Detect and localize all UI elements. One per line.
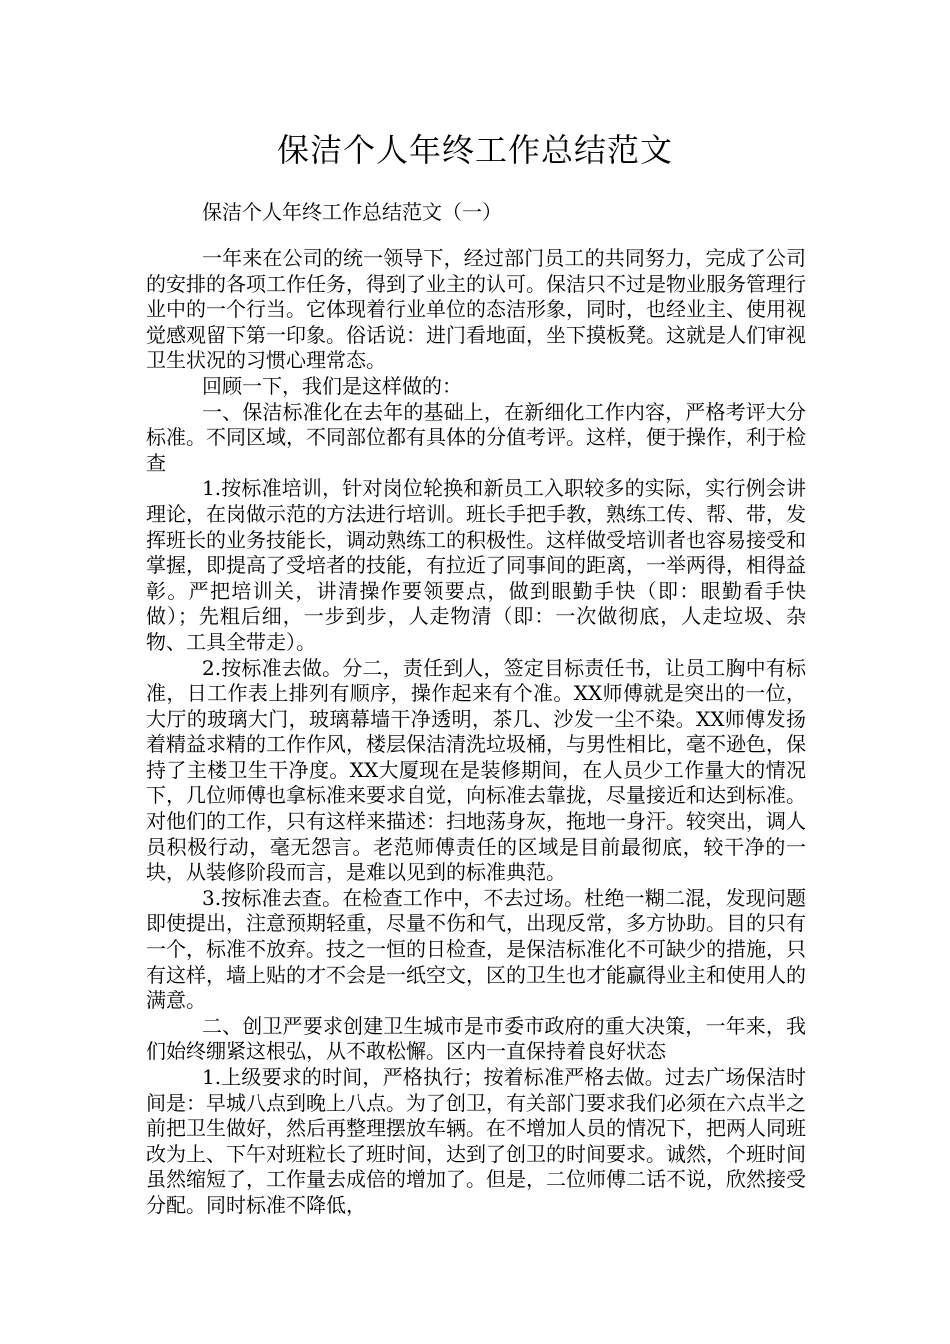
paragraph: 1.按标准培训，针对岗位轮换和新员工入职较多的实际，实行例会讲理论，在岗做示范的方法进行培训。班长手把手教，熟练工传、帮、带，发挥班长的业务技能长，调动熟练工的积极性。这样做受培训者也容易接受和掌握，即提高了受培者的技能，有拉近了同事间的距离，一举两得，相得益彰。严把培训关，讲清操作要领要点，做到眼勤手快（即：眼勤看手快做）；先粗后细，一步到步，人走物清（即：一次做彻底，人走垃圾、杂物、工具全带走）。 (146, 476, 806, 654)
paragraph: 3.按标准去查。在检查工作中，不去过场。杜绝一糊二混，发现问题即使提出，注意预期轻重，尽量不伤和气，出现反常，多方协助。目的只有一个，标准不放弃。技之一恒的日检查，是保洁标准化不可缺少的措施，只有这样，墙上贴的才不会是一纸空文，区的卫生也才能赢得业主和使用人的满意。 (146, 885, 806, 1013)
paragraph: 一年来在公司的统一领导下，经过部门员工的共同努力，完成了公司的安排的各项工作任务，得到了业主的认可。保洁只不过是物业服务管理行业中的一个行当。它体现着行业单位的态洁形象，同时，也经业主、使用视觉感观留下第一印象。俗话说：进门看地面，坐下摸板凳。这就是人们审视卫生状况的习惯心理常态。 (146, 246, 806, 373)
paragraph: 二、创卫严要求创建卫生城市是市委市政府的重大决策，一年来，我们始终绷紧这根弘，从不敢松懈。区内一直保持着良好状态 (146, 1013, 806, 1064)
document-body (146, 246, 806, 1219)
paragraph: 1.上级要求的时间，严格执行；按着标准严格去做。过去广场保洁时间是：早城八点到晚上八点。为了创卫，有关部门要求我们必须在六点半之前把卫生做好，然后再整理摆放车辆。在不增加人员的情况下，把两人同班改为上、下午对班粒长了班时间，达到了创卫的时间要求。诚然，个班时间虽然缩短了，工作量去成倍的增加了。但是，二位师傅二话不说，欣然接受分配。同时标准不降低， (146, 1065, 806, 1217)
paragraph: 一、保洁标准化在去年的基础上，在新细化工作内容，严格考评大分标准。不同区域，不同部位都有具体的分值考评。这样，便于操作，利于检查 (146, 399, 806, 475)
document-subtitle: 保洁个人年终工作总结范文（一） (202, 200, 502, 224)
document-title: 保洁个人年终工作总结范文 (276, 131, 673, 169)
paragraph: 回顾一下，我们是这样做的： (202, 373, 462, 398)
paragraph: 2.按标准去做。分二，责任到人，签定目标责任书，让员工胸中有标准，日工作表上排列有顺序，操作起来有个准。XX师傅就是突出的一位，大厅的玻璃大门，玻璃幕墙干净透明，茶几、沙发一尘不染。XX师傅发扬着精益求精的工作作风，楼层保洁清洗垃圾桶，与男性相比，毫不逊色，保持了主楼卫生干净度。XX大厦现在是装修期间，在人员少工作量大的情况下，几位师傅也拿标准来要求自觉，向标准去靠拢，尽量接近和达到标准。对他们的工作，只有这样来描述：扫地荡身灰，拖地一身汗。较突出，调人员积极行动，毫无怨言。老范师傅责任的区域是目前最彻底，较干净的一块，从装修阶段而言，是难以见到的标准典范。 (146, 655, 806, 885)
